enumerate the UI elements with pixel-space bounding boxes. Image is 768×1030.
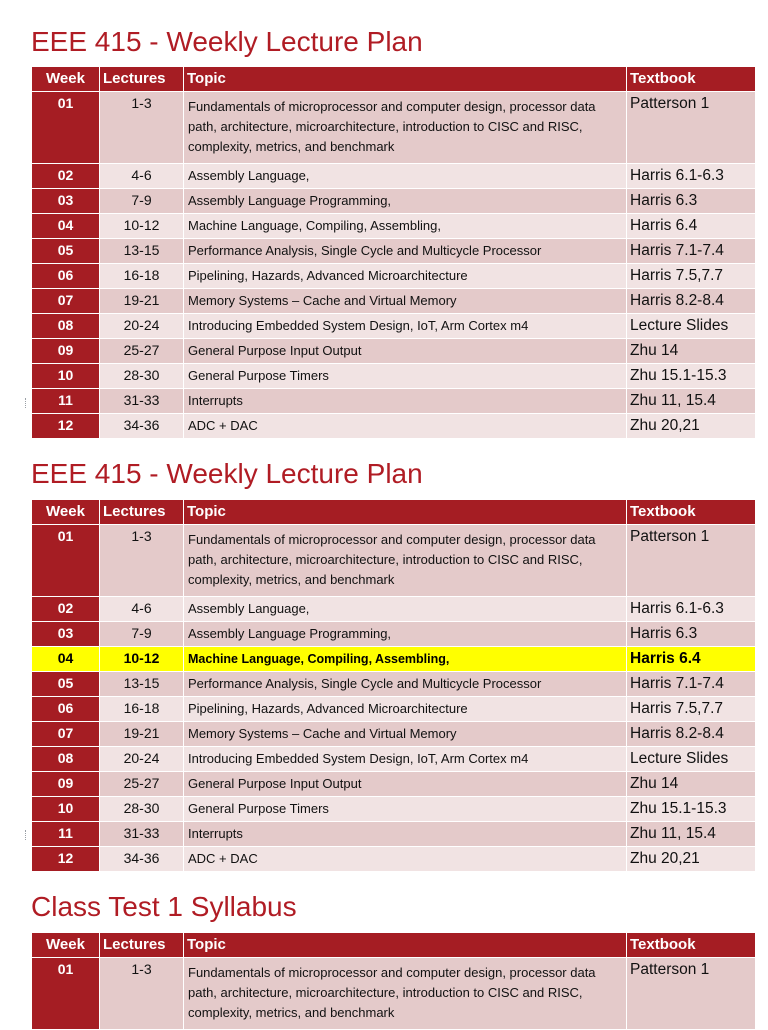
- table-row: [32, 239, 756, 264]
- lectures-cell: 10-12: [100, 214, 184, 239]
- textbook-cell: Harris 6.4: [627, 647, 756, 672]
- week-header: Week: [32, 933, 100, 958]
- lectures-cell: 13-15: [100, 239, 184, 264]
- lectures-cell: 25-27: [100, 339, 184, 364]
- table-row: [32, 847, 756, 872]
- textbook-cell: Harris 6.3: [627, 189, 756, 214]
- topic-cell: Assembly Language,: [184, 164, 627, 189]
- topic-cell: ADC + DAC: [184, 847, 627, 872]
- topic-cell: Performance Analysis, Single Cycle and Multicycle Processor: [184, 239, 627, 264]
- topic-cell: General Purpose Input Output: [184, 339, 627, 364]
- week-cell: 12: [32, 414, 100, 439]
- textbook-cell: Harris 7.1-7.4: [627, 672, 756, 697]
- textbook-cell: Lecture Slides: [627, 314, 756, 339]
- lectures-cell: 20-24: [100, 747, 184, 772]
- section-title: EEE 415 - Weekly Lecture Plan: [31, 26, 423, 57]
- topic-cell: Assembly Language,: [184, 597, 627, 622]
- topic-cell: Assembly Language Programming,: [184, 189, 627, 214]
- topic-header: Topic: [184, 67, 627, 92]
- topic-cell: General Purpose Timers: [184, 364, 627, 389]
- topic-cell: Machine Language, Compiling, Assembling,: [184, 647, 627, 672]
- week-cell: 06: [32, 697, 100, 722]
- lectures-cell: 7-9: [100, 622, 184, 647]
- lectures-header: Lectures: [100, 67, 184, 92]
- table-row: [32, 264, 756, 289]
- topic-cell: Assembly Language Programming,: [184, 622, 627, 647]
- week-cell: 03: [32, 622, 100, 647]
- textbook-header: Textbook: [627, 500, 756, 525]
- table-row: [32, 797, 756, 822]
- topic-cell: Interrupts: [184, 389, 627, 414]
- lectures-cell: 1-3: [100, 958, 184, 1030]
- topic-cell: Pipelining, Hazards, Advanced Microarchitecture: [184, 264, 627, 289]
- lectures-cell: 16-18: [100, 264, 184, 289]
- table-row: [32, 164, 756, 189]
- table-row: [32, 414, 756, 439]
- lectures-cell: 20-24: [100, 314, 184, 339]
- syllabus-table: [32, 933, 756, 1030]
- lectures-cell: 4-6: [100, 597, 184, 622]
- table-row: [32, 339, 756, 364]
- lectures-cell: 28-30: [100, 364, 184, 389]
- section-title: Class Test 1 Syllabus: [31, 891, 297, 922]
- textbook-cell: Harris 6.4: [627, 214, 756, 239]
- lectures-cell: 16-18: [100, 697, 184, 722]
- lectures-cell: 28-30: [100, 797, 184, 822]
- textbook-cell: Zhu 11, 15.4: [627, 822, 756, 847]
- topic-cell: Fundamentals of microprocessor and computer design, processor data path, architecture, microarchitecture, introduction to CISC and RISC, complexity, metrics, and benchmark: [184, 92, 627, 164]
- edge-mark: [25, 830, 32, 840]
- table-header-row: [32, 500, 756, 525]
- week-cell: 02: [32, 597, 100, 622]
- lectures-cell: 7-9: [100, 189, 184, 214]
- table-row: [32, 389, 756, 414]
- week-cell: 11: [32, 822, 100, 847]
- week-cell: 11: [32, 389, 100, 414]
- lectures-cell: 34-36: [100, 847, 184, 872]
- textbook-header: Textbook: [627, 933, 756, 958]
- table-row: [32, 314, 756, 339]
- table-row: [32, 622, 756, 647]
- topic-cell: Memory Systems – Cache and Virtual Memory: [184, 722, 627, 747]
- lectures-header: Lectures: [100, 933, 184, 958]
- week-cell: 10: [32, 797, 100, 822]
- lecture-plan-table: [32, 500, 756, 872]
- table-row: [32, 525, 756, 597]
- lectures-cell: 25-27: [100, 772, 184, 797]
- table-row: [32, 214, 756, 239]
- week-cell: 04: [32, 214, 100, 239]
- topic-cell: Performance Analysis, Single Cycle and Multicycle Processor: [184, 672, 627, 697]
- table-row: [32, 289, 756, 314]
- lectures-cell: 19-21: [100, 722, 184, 747]
- topic-cell: Introducing Embedded System Design, IoT, Arm Cortex m4: [184, 314, 627, 339]
- lectures-cell: 31-33: [100, 389, 184, 414]
- topic-cell: Fundamentals of microprocessor and computer design, processor data path, architecture, microarchitecture, introduction to CISC and RISC, complexity, metrics, and benchmark: [184, 525, 627, 597]
- lectures-cell: 31-33: [100, 822, 184, 847]
- topic-header: Topic: [184, 500, 627, 525]
- week-cell: 01: [32, 525, 100, 597]
- edge-mark: [25, 398, 32, 408]
- textbook-cell: Zhu 15.1-15.3: [627, 797, 756, 822]
- week-cell: 06: [32, 264, 100, 289]
- week-cell: 08: [32, 747, 100, 772]
- textbook-cell: Harris 6.1-6.3: [627, 164, 756, 189]
- textbook-cell: Harris 7.5,7.7: [627, 264, 756, 289]
- topic-cell: Fundamentals of microprocessor and computer design, processor data path, architecture, microarchitecture, introduction to CISC and RISC, complexity, metrics, and benchmark: [184, 958, 627, 1030]
- textbook-cell: Zhu 14: [627, 339, 756, 364]
- topic-cell: Machine Language, Compiling, Assembling,: [184, 214, 627, 239]
- topic-cell: ADC + DAC: [184, 414, 627, 439]
- table-row: [32, 597, 756, 622]
- week-cell: 01: [32, 958, 100, 1030]
- topic-cell: Memory Systems – Cache and Virtual Memory: [184, 289, 627, 314]
- lectures-cell: 13-15: [100, 672, 184, 697]
- table-row: [32, 747, 756, 772]
- lectures-cell: 1-3: [100, 92, 184, 164]
- lecture-plan-table: [32, 67, 756, 439]
- table-row: [32, 772, 756, 797]
- textbook-cell: Zhu 15.1-15.3: [627, 364, 756, 389]
- textbook-header: Textbook: [627, 67, 756, 92]
- lectures-cell: 19-21: [100, 289, 184, 314]
- week-cell: 07: [32, 289, 100, 314]
- week-header: Week: [32, 500, 100, 525]
- table-row: [32, 647, 756, 672]
- week-cell: 09: [32, 339, 100, 364]
- topic-header: Topic: [184, 933, 627, 958]
- textbook-cell: Harris 7.5,7.7: [627, 697, 756, 722]
- table-row: [32, 92, 756, 164]
- topic-cell: Introducing Embedded System Design, IoT, Arm Cortex m4: [184, 747, 627, 772]
- table-row: [32, 697, 756, 722]
- textbook-cell: Harris 6.3: [627, 622, 756, 647]
- table-row: [32, 189, 756, 214]
- lectures-cell: 4-6: [100, 164, 184, 189]
- topic-cell: Interrupts: [184, 822, 627, 847]
- table-header-row: [32, 933, 756, 958]
- topic-cell: Pipelining, Hazards, Advanced Microarchitecture: [184, 697, 627, 722]
- textbook-cell: Patterson 1: [627, 958, 756, 1030]
- textbook-cell: Zhu 20,21: [627, 414, 756, 439]
- textbook-cell: Harris 7.1-7.4: [627, 239, 756, 264]
- table-header-row: [32, 67, 756, 92]
- textbook-cell: Patterson 1: [627, 525, 756, 597]
- textbook-cell: Zhu 14: [627, 772, 756, 797]
- topic-cell: General Purpose Input Output: [184, 772, 627, 797]
- week-cell: 05: [32, 672, 100, 697]
- topic-cell: General Purpose Timers: [184, 797, 627, 822]
- textbook-cell: Harris 6.1-6.3: [627, 597, 756, 622]
- week-cell: 12: [32, 847, 100, 872]
- week-cell: 01: [32, 92, 100, 164]
- lectures-cell: 34-36: [100, 414, 184, 439]
- table-row: [32, 364, 756, 389]
- week-cell: 08: [32, 314, 100, 339]
- table-row: [32, 822, 756, 847]
- textbook-cell: Lecture Slides: [627, 747, 756, 772]
- table-row: [32, 722, 756, 747]
- textbook-cell: Patterson 1: [627, 92, 756, 164]
- week-cell: 10: [32, 364, 100, 389]
- table-row: [32, 958, 756, 1030]
- lectures-cell: 1-3: [100, 525, 184, 597]
- week-cell: 04: [32, 647, 100, 672]
- week-header: Week: [32, 67, 100, 92]
- textbook-cell: Zhu 11, 15.4: [627, 389, 756, 414]
- table-row: [32, 672, 756, 697]
- week-cell: 07: [32, 722, 100, 747]
- week-cell: 05: [32, 239, 100, 264]
- textbook-cell: Harris 8.2-8.4: [627, 289, 756, 314]
- textbook-cell: Zhu 20,21: [627, 847, 756, 872]
- week-cell: 02: [32, 164, 100, 189]
- textbook-cell: Harris 8.2-8.4: [627, 722, 756, 747]
- week-cell: 03: [32, 189, 100, 214]
- lectures-cell: 10-12: [100, 647, 184, 672]
- section-title: EEE 415 - Weekly Lecture Plan: [31, 458, 423, 489]
- lectures-header: Lectures: [100, 500, 184, 525]
- week-cell: 09: [32, 772, 100, 797]
